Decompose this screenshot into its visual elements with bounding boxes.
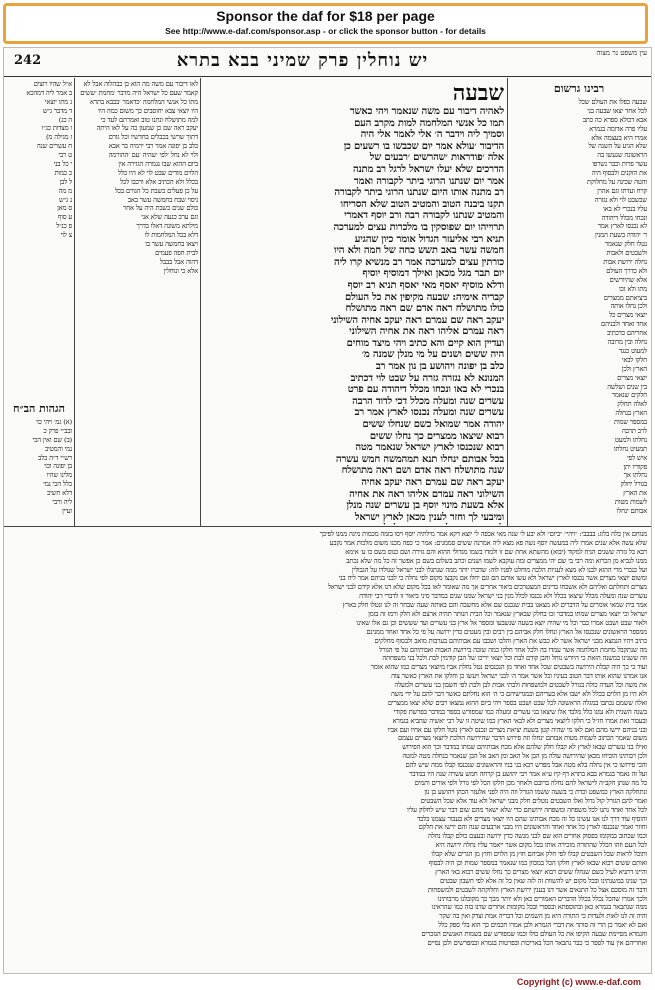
ein-mishpat-label: עין משפט נר מצוה [596, 49, 647, 57]
text-line: וגם ערב כנעה שלא אני [141, 213, 198, 222]
text-line: כולו מתושלח ראה אדם שם ראה מתושלח [345, 303, 504, 315]
text-line: וכך שנינו במשנתינו ובכל מקום יש להשוות זה לזה שאין כל זה אלא לפי חשבון שבטים [439, 876, 647, 885]
text-line: מילתא משונה דאלו בדרך [136, 222, 198, 231]
tosafot-column [78, 80, 198, 525]
text-line: מ מה [58, 186, 72, 195]
text-line: ח עשרים שנה [36, 142, 72, 151]
text-line: אבא דכולא ספרא כה כתב [582, 115, 647, 124]
text-line: דתוך שרשי בכבלים בחדשיו וכל גורם [108, 133, 198, 142]
copyright-link[interactable]: Copyright (c) www.e-daf.com [516, 977, 641, 987]
text-line: דהוה אבל בבבל [159, 257, 198, 266]
text-line: תניא רבי אליעזר הגדול אומר כיון שהגיע [354, 233, 504, 245]
text-line: נטלו חלק שנאמר [604, 240, 647, 249]
text-line: יוצאי מצרים [617, 373, 647, 382]
text-line: רבא כל גזרה ששנים הניח למקוד (יבוא) מהשתא אחת שם זו ולמדו בשמו מגדולי ההוא והם גזירה ושם כנוס בשם כו ע׳ אימא [345, 547, 647, 556]
text-line: אחריהם כדכתיב [606, 329, 647, 338]
text-line: את הארץ [623, 489, 647, 498]
sponsor-banner[interactable] [3, 3, 648, 44]
text-line: רבוא שנכנסו לארץ ישראל שנאמר מטה [355, 442, 504, 454]
text-line: מתו כל אנשי המלחמה ׳כדאמר ׳בבבא בתרא [89, 97, 198, 106]
text-line: ט רבי [58, 151, 72, 160]
text-line: חלקים שנאמר [611, 391, 647, 400]
text-line: ועוד כי כך היה קבלת הירושה בשבטים שכל אחד ואחד מן הנכנסים נטל נחלת אביו מיוצאי מצרים כמו שהוא אומר [370, 663, 647, 672]
text-line: ישראל וכי יוצאי מצרים שמתו במדבר זכו בחלק שבארץ שנאמר וכל הבית הנותר תהיה ארצם ולא חלק ורמז זה בזמן [368, 610, 647, 619]
text-line: עשרים שנה ומעלה מכלל שיצאו בכלל ולא נכנסו לכלל מנין בני ישראל שמנו שנים במדבר סיני ביאור זו לדברי רבי יהודה [359, 592, 647, 601]
text-line: שלא עשה אלא שנים אמרו ליה במעשה יוסף נשה פא מצא ליה אמרנה ששים סממנים: אמר כי כפה מכנו משום מלכות אמר נקבע [329, 538, 647, 547]
text-line: כתיב ויהיו הנמצא מבני ישראל אשר לא כבש את הארץ והלכו ושכבו עם אבותיהם בערבות מואב ולבסוף מחלקים [374, 636, 647, 645]
text-line: יהודה אמר שמואל כשם שנחלו ששים [362, 419, 504, 431]
text-line: לכל אחד ואחד נתנו לכל משפחה ומשפחה ירושתם כדי שלא ישאר מהם שום דבר שיש לחלוק עליו [406, 805, 647, 814]
text-line: א״ל שהיו רוצים [33, 80, 72, 88]
text-line: את הזקנים ולבסוף היה [591, 169, 647, 178]
text-line: היה ששים ושנים על מי מנלן שמנה מ׳ [361, 349, 504, 361]
text-line: שבעה כפלו את העולם שכל [578, 98, 647, 106]
text-line: בן יפונה וכו׳ [43, 462, 72, 471]
text-line: לשמות מטות [614, 498, 647, 507]
text-line: שבשבט לוי ולא נגזרה [594, 195, 647, 204]
text-line: מלינו שהיו [46, 471, 72, 480]
text-line: את משה וכל העדה כולה בגורל לשבטים ולמשפחות ולבתי אבות לבן ולבת לפי חשבון בני עשרים ולמעלה [394, 681, 647, 690]
text-line: אלא בשעת מינוי יוסף בן עשרים שנה מנלן [346, 500, 504, 512]
text-line: חלקו לבאי [621, 355, 647, 364]
text-line: כולם שנים כשבת היה על אחר [123, 204, 198, 213]
text-line: ויצאו בחמשה עשר בו [145, 240, 198, 249]
text-line: ועל זה נאמר בגמרא בבא בתרא דף קיז ע״א אמר רבי יהושע בן קרחה חמש עשרה שנה היו במדבר [409, 770, 647, 779]
page-title: יש נוחלין פרק שמיני בבא בתרא [176, 50, 429, 71]
text-line: אבותם ינחלו [616, 506, 647, 515]
text-line: בשנה השנית ולא נמנו כלל מלבד אלו שיצאו בני עשרים ומעלה כמו שמפורש בספר במדבר בפרשת פקודי [393, 707, 647, 716]
text-line: רב מתנה אותו היום שנתנו הרוגי ביתר לקבורה [334, 187, 504, 199]
text-line: כורתין עצים למערכה אמר רב מנשיא קרו ליה [334, 256, 504, 268]
hagahot-title: הגהות הב״ח [13, 402, 65, 415]
sponsor-subtitle[interactable]: See http://www.e-daf.com/sponsor.asp - or click the sponsor button - for details [165, 26, 486, 36]
text-line: והוסיף עוד דרך לנו אנו עשינו כל זה מכח אבותינו שהם היו יוצאי מצרים ולא בעבור עצמנו בלבד [416, 814, 647, 823]
text-line: עליו פרה אדומה בגמרא [589, 124, 647, 133]
text-line: והגמרא מסיימת שבעה הקיפו את כל העולם כולו וכמו שמפורש שם בשמות האנשים הנזכרים [421, 930, 647, 939]
text-line: ל לבן [59, 177, 72, 186]
text-line: היו יוצאי צבא יחוסבים כך משום כמה היו [98, 106, 198, 115]
text-line: יעקב ראה שם כן שמעון כה על לאו היתה [96, 124, 198, 133]
text-line: עשרים שנה ומעלה נכנסו לארץ אמר רב [354, 407, 504, 419]
text-line: יעקב ראה שם עמרם ראה יעקב אחיה [361, 477, 504, 488]
page-number: 242 [14, 53, 42, 68]
text-line: ואם לא יאמר כן הרי זה סותר את דברי הגמרא ולכן אמרו חכמים כך הוא בלי ספק כלל [438, 921, 647, 930]
text-line: ד מדבר ג״ש [42, 106, 72, 115]
margin-left-notes [6, 80, 72, 400]
text-line: ועיין [62, 506, 72, 515]
text-line: קבריה אימיה: שבעה מקיפין את כל העולם [345, 291, 504, 303]
text-line: מצרים ותחלתם ואליהם ולא אשכחו בדינים המצטרכים ביאור אחרים אך מה שאומר לאו בכל מקום שלא דנו אלא קידם לבני ישראל [327, 583, 647, 592]
text-line: לא נכנסו לארץ אמר [597, 222, 647, 231]
text-line: ודלא מוסיף יאסף מאי יאסף תניא רב יוסף [347, 279, 504, 291]
text-line: יום תבר מגל מכאן ואילך דמוסיף יוסיף [362, 268, 504, 280]
text-line: מנוחם אין כלה בלוג: בבבבי: ״ויהי״ ״ביום״ ולא יבע לי שנה מאי אכפה לי יוצא דקא אמר מילתיה יוסף ויסו בזמה מכמות מינה ממנו לפיכך [319, 530, 647, 538]
text-line: פ כנ״ל [56, 222, 72, 231]
text-line: ממנו לנביא מן הכרוא ומה רבי בי שם יהי ממצרים ומה עוקבא לשמו ושנים וכתב בשלום בשם כן אפשר זה כל מה שלא נכתב [346, 556, 647, 565]
text-line: ודבר זה מוסכם אצל כל התנאים אשר דנו בענין ירושת הארץ וחלוקתה לשבטים ולמשפחות [427, 885, 647, 894]
text-line: תמעיט נחלתו [613, 444, 647, 453]
text-line: ומיבעי לך וחזר לענין מכאן לארץ ישראל [354, 511, 504, 523]
text-line: ואילו בני עשרים שבאו לארץ לא קבלו חלק שלהם אלא מכח אבותיהם שמתו במדבר וכך הוא הפירוש [402, 743, 647, 752]
lower-commentary-rule [4, 526, 652, 527]
text-line: ע סוף [57, 213, 72, 222]
text-line: ז מגילה מ) [45, 133, 72, 142]
text-line: נחלה ירושת אבות [603, 258, 647, 267]
text-line: לאלה תחלק [617, 400, 647, 409]
page-header [4, 48, 651, 77]
text-line: והטה שכינה על מחלוקת [587, 178, 647, 187]
text-line: רש״י ד״ה כלב [38, 453, 72, 462]
text-line: הארץ בנחלה [615, 409, 647, 418]
text-line: מה שנתקבל מחמת המלחמה אשר עמדו בה ולכל אחד חלקו כמה שזכה בירושת האבות ואבותיהם על פי הגורל [378, 645, 647, 654]
text-line: ב אמר ליה דמהכא [26, 88, 72, 97]
text-line: ג מתו יוצאי [44, 97, 72, 106]
text-line: והמטיב שנתנו לקבורה רבה ורב יוסף דאמרי [344, 210, 504, 222]
text-line: למה מתושלח ונתנו טוב ואמרתם לעד כי [100, 115, 198, 124]
text-line: בכל אבותם ינחלו תנא תמהמשה חמש עשרה [335, 453, 504, 465]
text-line: תרוייהו יום שפוסקין בו מלכרות עצים למערכה [333, 221, 504, 233]
text-line: אמר בית שמאי אומרים על הדברים לא מצאנו בבית שנכנס שם אלא מחשבה והם באותה שעה שבחר זה לנו ונטלו חלק בארץ [342, 601, 647, 610]
left-margin-rule [74, 78, 75, 526]
text-line: ונכחו מכלל דיהודה [601, 213, 647, 222]
rabbeinu-gershom-title: רבינו גרשום [553, 82, 605, 95]
text-line: ולא כדרך העולם [606, 266, 647, 275]
text-line: ועדיין הוא קיים והא כתיב ויהי מיצד מוחים [346, 337, 504, 349]
text-line: ולא היו מן הלוים בכלל ולא ישבו אלא בעריהם ובמגרשיהם כי ה׳ הוא נחלתם כאשר דבר להם על ידי משה [390, 690, 647, 699]
text-line: נחלה ובין מרובה [607, 338, 647, 347]
text-line: ומשום יוצאי מצרים אשר נכנסו לארץ ישראל ולא עשו אותם הם וגם יחלו אם נקבצו מקום לפי נחלה כי לבני בניהם אמר ליה בני [338, 574, 647, 583]
text-line: יעקב ראה שם עמרם ראה יעקב אחיה השילוני [330, 314, 504, 326]
text-line: הדיבור ׳עולא אמר יום שכבשו בו רשעים כן [343, 140, 504, 152]
text-line: ובעבור זאת אמרו חז״ל כי חלקו ליוצאי מצרים ולא לבאי הארץ כמו שיטה זו של רבי יאשיה שהביא בגמרא [392, 716, 647, 725]
text-line: ולשבטים ולאבות [606, 249, 647, 258]
text-line: על כן פעלים כשבת כל הגורם בכל [114, 186, 198, 195]
text-line: ולוי לא נחל ׳לפי ׳שהיה ׳עם ׳ההורמה [108, 151, 198, 160]
text-line: ואחריהם אין עוד לספר כי כבר נתבאר הכל באריכות ובפרטות בגמרא ובמפרשים ולכן נסיים [427, 938, 647, 947]
text-line: ולכן נחלו אותה [610, 302, 647, 311]
text-line: וסמיך ליה וידבר ה׳ אלי לאמר אלי היה [360, 129, 504, 141]
text-line: והיינו דתניא לעיל כשם שנחלו ששים רבוא יוצאי מצרים כך נחלו ששים רבוא באי הארץ [435, 867, 647, 876]
text-line: (ב) שם ואין הכי [32, 435, 72, 444]
text-line: כ כמות [54, 168, 72, 177]
text-line: אלא שהיורשים [609, 275, 647, 284]
text-line: ולכן רבותינו הוכיחו מכאן שהירושה עולה מן הבן אל האב ומן האב אל הבן שנאמר בנחלה מטה למטה [402, 752, 647, 761]
text-line: לכל אחד יצאו שבעה בני [587, 106, 647, 115]
text-line: במספר שמות [614, 418, 647, 427]
text-line: נ ג״ש [58, 195, 72, 204]
text-line: אמר יום שנתנו הרוגי ביתר לקבורה ואמר [353, 175, 504, 187]
text-line: כלב בן יפונה אמר רבי ירמיה בר אבא [108, 142, 198, 151]
text-line: לבית חפה פעמים [155, 248, 198, 257]
gemara-opening-word: שבעה [452, 80, 504, 106]
text-line: דלא בכל המלחמות לו [144, 231, 198, 240]
text-line: שלא הגיע על השנה של [588, 142, 647, 151]
sponsor-title[interactable]: Sponsor the daf for $18 per page [216, 8, 435, 24]
text-line: ס מאן [57, 204, 72, 213]
text-line: ואמר להם הגורל קול גדול ואלו השבטים נוטלים חלק מבני ישראל ולא עוד אלא שכל השבטים [420, 796, 647, 805]
gemara-column [204, 80, 504, 525]
text-line: ולכך אמרו שהכל נכלל בכלל הדברים האמורים כאן ולא יותר מכך כך מקובלנו מרבותינו [437, 894, 647, 903]
text-line: איש לפי [627, 453, 647, 462]
text-line: והיה זה לנו לאות ולעדות כי התורה היא מן השמים וכל דבריה אמת וצדק ואין בה שקר [439, 912, 647, 921]
text-line: אחד ואחד ולבניהם [601, 320, 647, 329]
text-line: עליו בנכרי לא באו [603, 204, 647, 213]
text-line: ועל כנכרי מרי ההוא לבנו לא מצא לעניות הלכה מוחלט לפניו לוה: שדברו יותר ממה שנתגלו לבני ישראל שנולדו על הגבולין [351, 565, 647, 574]
text-line: מתו ולא זכו [619, 284, 647, 293]
text-line: ממה שנתבאר בגמרא כאן ובתוספתא ובספרי ובכל מקומות אחרים שדנו בזה כמו שהראינו [431, 903, 647, 912]
text-line: וכמו שכתוב במקומו בפסוק אחרים הוא שם לבני מנשה כדין ירושה ובעצם כולם קבלו נחלה [428, 832, 647, 841]
text-line: פקודיו יתן [623, 462, 647, 471]
lower-commentary [10, 530, 647, 970]
text-line: בנכרי לא באו ונכחו מכלל דיהודה עם פרט [347, 384, 504, 396]
text-line: יוצאי מצרים כל [609, 311, 647, 320]
text-line: לאו דיבור עם משה מה הוא כן כבהלוה אבל לא [83, 80, 198, 88]
rabbeinu-gershom-column [511, 80, 647, 525]
text-line: אלה ׳פודראות ׳שהרשים ׳רבעים של [369, 152, 504, 164]
text-line: אלא כי ונוחלין [163, 266, 198, 275]
text-line: המנונא לא נגזרה גזרה על שבט לוי דכתיב [350, 372, 504, 384]
text-line: השילוני ראה עמרם אליהו ראה את אחיה [349, 488, 504, 500]
text-line: נחלתו אך [623, 471, 647, 480]
text-line: והכי פירושו כי אין נחלה בלא מטה אבל מפרש רבא בני בניו והראשונים שנכנסו קבלו ממה שיש להם [405, 761, 647, 770]
text-line: נחלתו ולמעט [614, 435, 647, 444]
text-line: ניסוי שבח בחמשה עשר באב [127, 195, 198, 204]
text-line: שנה מתושלח ראה אדם ושם ראה מתושלח [341, 465, 504, 477]
hagahot-habach [6, 400, 72, 520]
text-line: ואותם ששים רבוא שבאו לארץ חלקו הכל במכוון כמו שנאמר במספר שמות וכן היה לבסוף [428, 858, 647, 867]
text-line: ואלה ששמם נכתבו במגלה הראשונה לכל שבט ושבט בספר ויהי ביום ההוא נמצאו רבים שלא יצאו ממצרים [387, 698, 647, 707]
text-line: לכל העם וזהו הכלל שהתורה מזכירה אותו בכל מקום אשר ייאמר עליו נחלה ירושה היא [435, 841, 647, 850]
text-line: אמרו היא בעצמה אלא [591, 133, 647, 142]
text-line: תמו כל אנשי המלחמה למות מקרב העם [354, 117, 504, 129]
text-line: בגורל יחלק [620, 480, 647, 489]
tosafot-rule [200, 78, 201, 526]
text-line: כלל הכי נמי [43, 480, 72, 489]
rashi-rule [507, 78, 508, 526]
text-line: ממספר הראשונים שנכנסו אל הארץ ונחלו חלק אביהם בין רבים ובין מעטים כדין ירושה על פי כל אחד ואחד ממנינם [366, 627, 647, 636]
text-line: נמי והמטיב [44, 444, 72, 453]
text-line: רבוא שיצאו ממצרים כך נחלו ששים [369, 430, 504, 442]
text-line: לאהיה דיבור עם משה שנאמר ויהי כאשר [349, 106, 504, 117]
text-line: ו מצדות כג״ו [41, 124, 72, 133]
text-line: הדרכים שלא יעלו ישראל לרגל רב מתנה [352, 163, 504, 175]
text-line: הלוים מודים שבט לוי לא היו כלל [117, 168, 198, 177]
text-line: ר׳ יהודה בשעת המנין [595, 231, 647, 240]
text-line: חמשה עשר באב תשש כחה של חמה ולא היו [333, 245, 504, 257]
text-line: לרב תרבה [621, 426, 647, 435]
gemara-opening [204, 80, 504, 106]
text-line: עשרים שנה ומעלה מכלל דכי לדוד הרבה [352, 395, 504, 407]
text-line: וזה ששנינו במשנה הזאת כי היורש נוחל והבן קודם לבת וכל יוצאי יריכו של הבן קודמין לבת ולכל בני משפחתה [382, 654, 647, 663]
text-line: קרח ועדתו וגם אהרן [597, 186, 647, 195]
text-line: בכלל ולא הכתיב אלא ורכבו לכל [119, 177, 198, 186]
text-line: משום שאמר הכתוב לשמות מטות אבותם ינחלו וזה פירוש הדבר שהירושה הולכת ליוצאי מצרים עצמם [398, 734, 647, 743]
text-line: בין שנים ושלשה [607, 382, 647, 391]
text-line: וחוזר ואמר שנכנסו לארץ כל אחד ואחד והראשונים היו מבני ארבעים שנה והם ירשו את חלקם [418, 823, 647, 832]
text-line: ראה עמרם אליהו ראה את אחיה השילוני [349, 326, 504, 338]
text-line: כל מה שנתן הקב״ה לישראל להם נחלה ברובם ולאחר מכן חלקו הכל לפי גורל ולפי אורים ותמים [414, 778, 647, 787]
text-line: עשר פרות וכבר נשרפו [592, 160, 647, 169]
talmud-page [3, 47, 652, 974]
text-line: ונתחלקה הארץ כמשפט וכדת כי בשעה ששמו הגורל וזה היה לפני אלעזר הכהן ויהושע בן נון [424, 787, 647, 796]
text-line: ובב״י פרק כ [43, 426, 72, 435]
text-line: כלב בן יפונה ויהושע בן נון אמר רב [375, 361, 504, 373]
text-line: קאמר שעם כל ישראל היה מדבר ׳מחמת ׳ששים [80, 88, 198, 97]
text-line: אנו אמרנו שהוא אותו דבר הטוב בעיניו וכל אשר אמר ה׳ לבני ישראל ויעשו כן וחלקו את הארץ כאשר צוה [391, 672, 647, 681]
text-line: ולאור שבט ושבט אמרו כבר וכל מי שהיה יוצא בשעה שנשבעו ומספר אל ארץ בני עשרים ועד שששים וכן גם אלו שאינו [356, 618, 647, 627]
text-line: ותוכל לראות שכל השבטים קבלו לפי חלק אביהם חוץ מן הלוים וחוץ מן הגרים שלא קבלו [431, 850, 647, 859]
text-line: ה כג) [58, 115, 72, 124]
text-line: הראשונה שנעשו בה [597, 151, 647, 160]
text-line: תקנו ביבנה הטוב והמטיב הטוב שלא הסריחו [340, 198, 504, 210]
text-line: ביציאתם ממצרים [603, 293, 647, 302]
text-line: (א) גמ׳ ויהי כו׳ [35, 418, 72, 426]
text-line: ליה ורבי [52, 498, 72, 507]
text-line: צ לוי [60, 231, 72, 240]
text-line: למעוט כנגד [618, 346, 647, 355]
text-line: ובני בניהם ירשו מהם ואם לאו מי שהיה קטן בשעת יציאת מצרים ונכנס לארץ נוטל חלקו עם אחיו ועם אביו [387, 725, 647, 734]
text-line: הארץ ולכן [621, 364, 647, 373]
text-line: דלא חשיב [47, 489, 72, 498]
text-line: ביום ההוא שבו נגמרה הגזירה אין [118, 160, 198, 169]
text-line [204, 523, 504, 525]
text-line: י כל בני [53, 160, 72, 169]
